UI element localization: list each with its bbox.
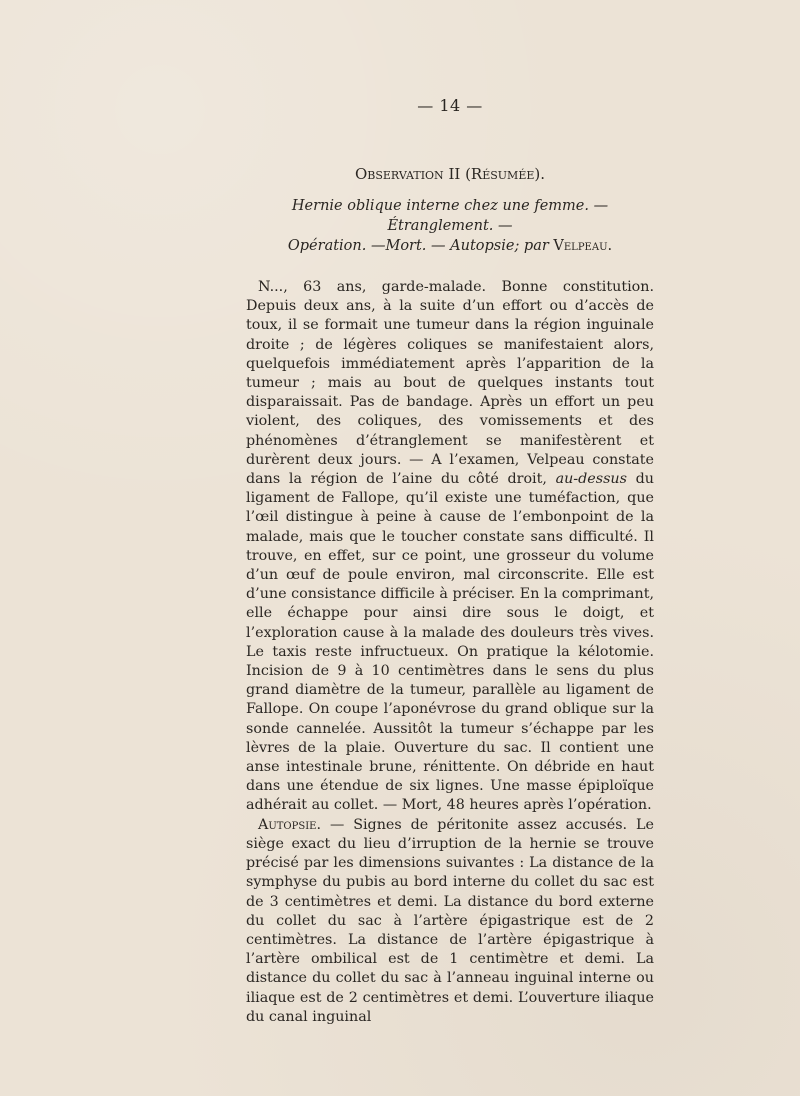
observation-subtitle [246,196,654,256]
subtitle-line-2-text: Opération. —Mort. — Autopsie; par [287,238,554,254]
page-content [246,96,654,1027]
observation-title: Observation II (Résumée). [354,165,545,183]
paragraph-2-text: — Signes de péritonite assez accusés. Le siège exact du lieu d’irruption de la hernie se trouve précisé par les dimensions suivantes : La distance de la symphyse du pubis au bord interne du collet du sac est de 3 centimètres et demi. La distance du bord externe du collet du sac à l’artère épigastrique est de 2 centimètres. La distance de l’artère épigastrique à l’artère ombilical est de 1 centimètre et demi. La distance du collet du sac à l’anneau inguinal interne ou iliaque est de 2 centimètres et demi. L’ouverture iliaque du canal inguinal [246,816,654,1025]
paragraph-1-part-2: du ligament de Fallope, qu’il existe une tuméfaction, que l’œil distingue à peine à cause de l’embonpoint de la malade, mais que le toucher constate sans difficulté. Il trouve, en effet, sur ce point, une grosseur du volume d’un œuf de poule environ, mal circonscrite. Elle est d’une consistance difficile à préciser. En la comprimant, elle échappe pour ainsi dire sous le doigt, et l’exploration cause à la malade des douleurs très vives. Le taxis reste infructueux. On pratique la kélotomie. Incision de 9 à 10 centimètres dans le sens du plus grand diamètre de la tumeur, parallèle au ligament de Fallope. On coupe l’aponévrose du grand oblique sur la sonde cannelée. Aussitôt la tumeur s’échappe par les lèvres de la plaie. Ouverture du sac. Il contient une anse intestinale brune, rénittente. On débride en haut dans une étendue de six lignes. Une masse épiploïque adhérait au collet. — Mort, 48 heures après l’opération. [246,471,655,814]
observation-body [246,278,654,1027]
paragraph-2-label: Autopsie. [258,816,321,833]
paragraph-2 [246,816,654,1027]
subtitle-line-2 [246,236,654,256]
paragraph-1 [246,278,654,816]
subtitle-line-1: Hernie oblique interne chez une femme. — Étranglement. — [291,198,609,234]
paragraph-1-part-1: N..., 63 ans, garde-malade. Bonne constitution. Depuis deux ans, à la suite d’un effort ou d’accès de toux, il se formait une tumeur dans la région inguinale droite ; de légères coliques se manifestaient alors, quelquefois immédiatement après l’apparition de la tumeur ; mais au bout de quelques instants tout disparaissait. Pas de bandage. Après un effort un peu violent, des coliques, des vomissements et des phénomènes d’étranglement se manifestèrent et durèrent deux jours. — A l’examen, Velpeau constate dans la région de l’aine du côté droit, [246,279,654,488]
subtitle-author: Velpeau. [553,238,613,254]
paragraph-1-italic: au-dessus [555,471,627,488]
page-number: — 14 — [417,96,483,115]
